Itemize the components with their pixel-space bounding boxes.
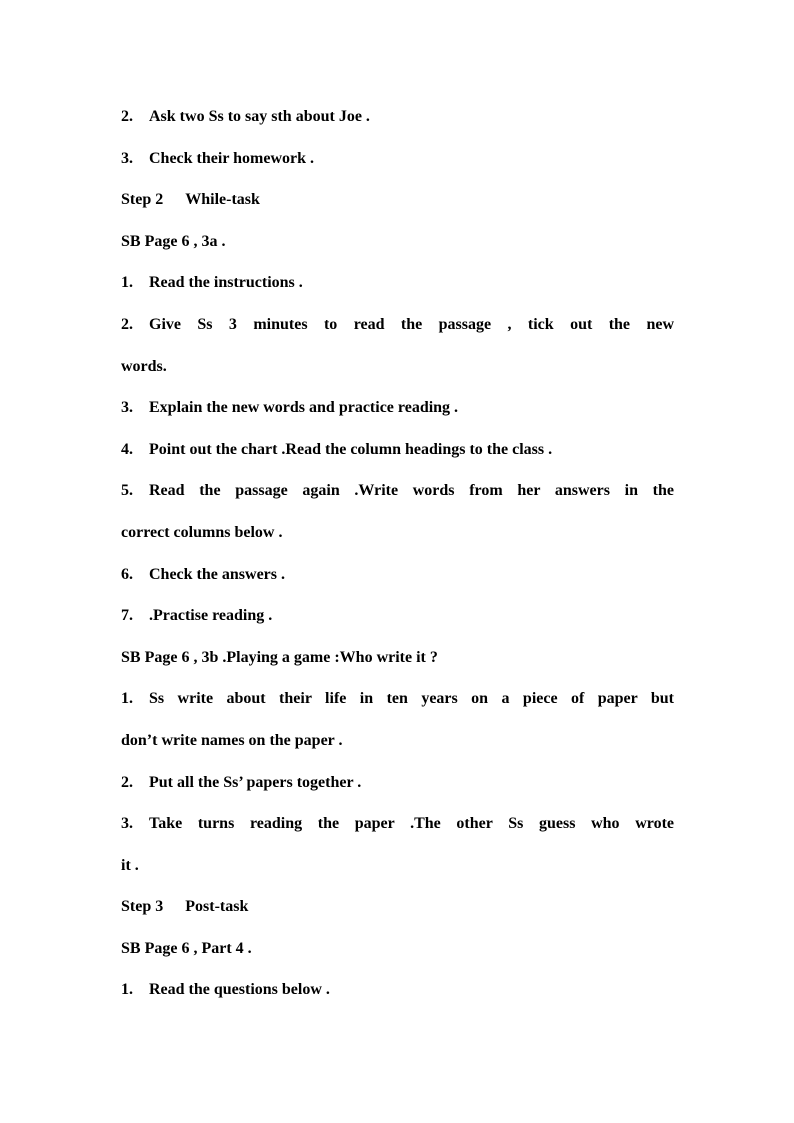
step-heading: [121, 179, 674, 221]
list-item: 3. Check their homework .: [121, 149, 315, 167]
line-text: Ss write about their life in ten years on a piece of paper but: [149, 690, 674, 708]
list-item: 1. Ss write about their life in ten years on a piece of paper but: [121, 690, 674, 708]
list-item-continuation: [121, 512, 674, 554]
section-reference: [121, 928, 674, 970]
list-item-continuation: [121, 346, 674, 388]
list-item: 6. Check the answers .: [121, 565, 285, 583]
line-text: Point out the chart .Read the column headings to the class .: [149, 440, 553, 458]
list-item-continuation: [121, 845, 674, 887]
line-text: don’t write names on the paper .: [121, 731, 343, 749]
line-text: SB Page 6 , 3a .: [121, 232, 226, 250]
line-text: words.: [121, 357, 167, 375]
line-text: Put all the Ss’ papers together .: [149, 773, 362, 791]
list-item: 2. Ask two Ss to say sth about Joe .: [121, 108, 370, 125]
list-item: 3. Take turns reading the paper .The other Ss guess who wrote: [121, 815, 674, 833]
line-text: Read the passage again .Write words from her answers in the: [149, 482, 674, 500]
list-item: 1. Read the questions below .: [121, 981, 330, 999]
section-reference: [121, 637, 674, 679]
list-item: 7. .Practise reading .: [121, 607, 273, 625]
line-text: SB Page 6 , 3b .Playing a game :Who write it ?: [121, 648, 438, 666]
line-text: correct columns below .: [121, 523, 283, 541]
line-text: Ask two Ss to say sth about Joe .: [149, 108, 370, 125]
list-item: 2. Give Ss 3 minutes to read the passage , tick out the new: [121, 315, 674, 333]
line-text: Read the instructions .: [149, 274, 303, 292]
line-text: Check the answers .: [149, 565, 285, 583]
line-text: Give Ss 3 minutes to read the passage , tick out the new: [149, 315, 674, 333]
line-text: it .: [121, 856, 139, 874]
list-item: 1. Read the instructions .: [121, 274, 303, 292]
line-text: Check their homework .: [149, 149, 315, 167]
list-item-continuation: [121, 720, 674, 762]
document-body: [121, 96, 674, 1011]
list-item: 5. Read the passage again .Write words from her answers in the: [121, 482, 674, 500]
step-title: Post-task: [185, 898, 249, 916]
line-text: Take turns reading the paper .The other Ss guess who wrote: [149, 815, 674, 833]
line-text: Read the questions below .: [149, 981, 330, 999]
step-label: Step 3: [121, 898, 164, 916]
line-text: SB Page 6 , Part 4 .: [121, 939, 252, 957]
step-title: While-task: [185, 191, 260, 209]
list-item: 3. Explain the new words and practice reading .: [121, 399, 459, 417]
line-text: Explain the new words and practice reading .: [149, 399, 459, 417]
list-item: 4. Point out the chart .Read the column headings to the class .: [121, 440, 553, 458]
line-text: .Practise reading .: [149, 607, 273, 625]
section-reference: [121, 221, 674, 263]
list-item: 2. Put all the Ss’ papers together .: [121, 773, 362, 791]
step-heading: [121, 886, 674, 928]
step-label: Step 2: [121, 191, 164, 209]
